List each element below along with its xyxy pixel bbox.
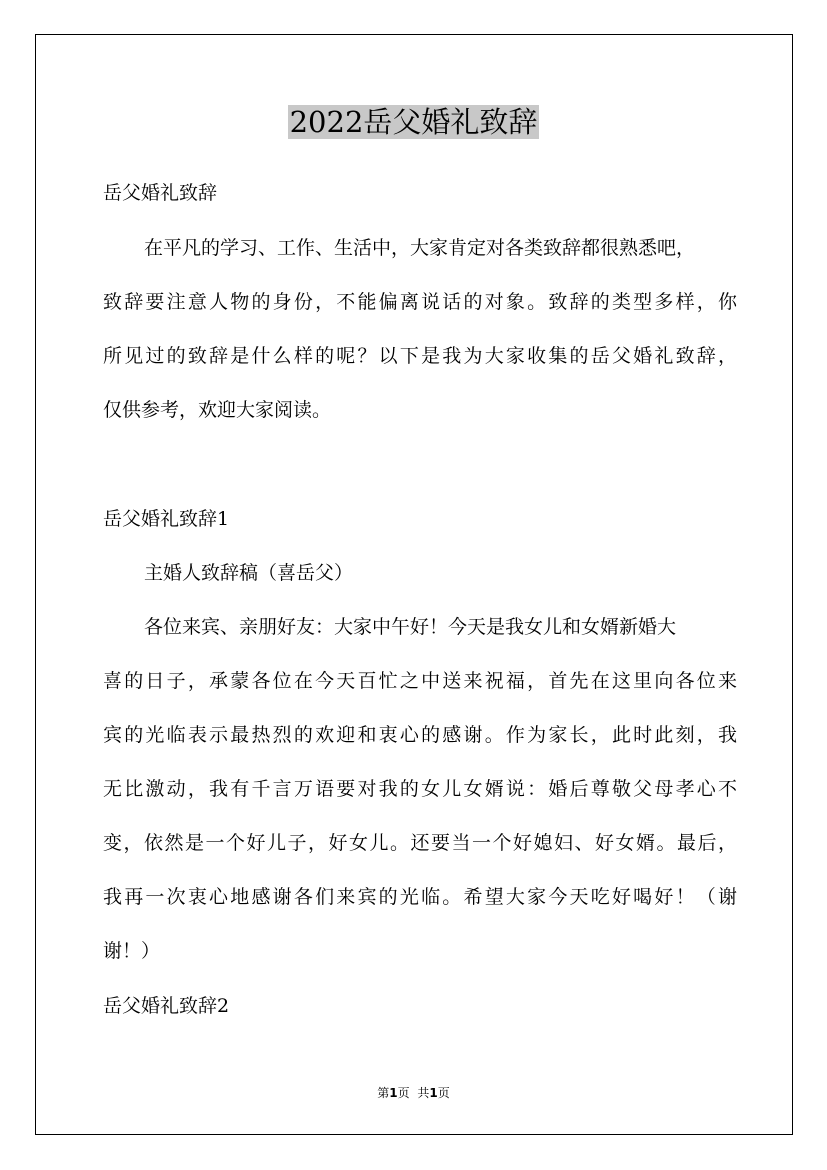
intro-line: 所见过的致辞是什么样的呢？以下是我为大家收集的岳父婚礼致辞， (103, 345, 737, 367)
footer-total-prefix: 共 (417, 1086, 430, 1100)
body-line: 无比激动，我有千言万语要对我的女儿女婿说：婚后尊敬父母孝心不 (103, 778, 737, 800)
body-line: 喜的日子，承蒙各位在今天百忙之中送来祝福，首先在这里向各位来 (103, 670, 737, 692)
body-line: 宾的光临表示最热烈的欢迎和衷心的感谢。作为家长，此时此刻，我 (103, 724, 737, 746)
body-line: 谢！） (103, 940, 161, 962)
footer-total-number: 1 (429, 1086, 438, 1100)
document-subtitle: 岳父婚礼致辞 (103, 182, 218, 204)
page-footer (0, 1086, 827, 1100)
intro-line: 在平凡的学习、工作、生活中，大家肯定对各类致辞都很熟悉吧， (144, 237, 696, 259)
footer-page-number: 1 (389, 1086, 398, 1100)
section-heading-1: 岳父婚礼致辞1 (103, 508, 230, 530)
section-heading-2: 岳父婚礼致辞2 (103, 995, 230, 1017)
footer-page-prefix: 第 (377, 1086, 390, 1100)
body-line: 变，依然是一个好儿子，好女儿。还要当一个好媳妇、好女婿。最后， (103, 832, 737, 854)
body-line: 各位来宾、亲朋好友：大家中午好！今天是我女儿和女婿新婚大 (144, 616, 677, 638)
intro-line: 致辞要注意人物的身份，不能偏离说话的对象。致辞的类型多样，你 (103, 291, 737, 313)
footer-page-suffix: 页 (397, 1086, 410, 1100)
section-subheading: 主婚人致辞稿（喜岳父） (144, 562, 354, 584)
body-line: 我再一次衷心地感谢各们来宾的光临。希望大家今天吃好喝好！（谢 (103, 886, 737, 908)
intro-line: 仅供参考，欢迎大家阅读。 (103, 399, 332, 421)
footer-total-suffix: 页 (437, 1086, 450, 1100)
document-title (0, 104, 827, 140)
document-title-text: 2022岳父婚礼致辞 (289, 105, 538, 139)
